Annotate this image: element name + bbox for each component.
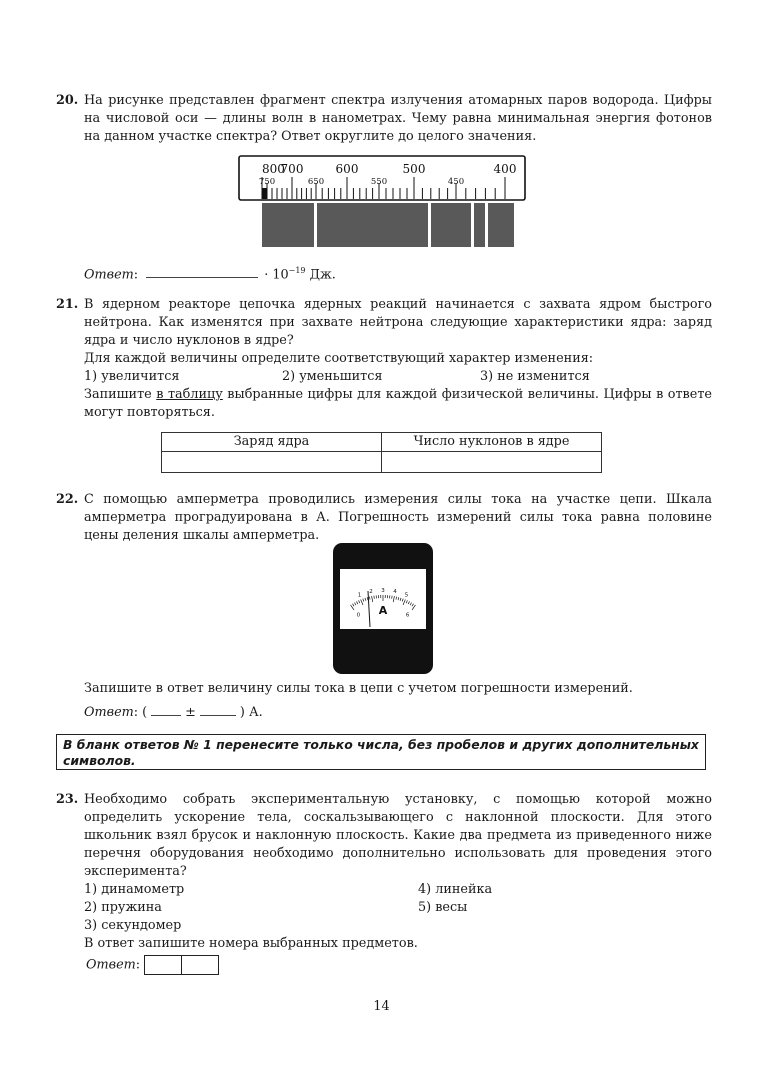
scale-label: 800 [262, 162, 285, 176]
write-post: выбранные цифры для каждой физической величины. Цифры в ответе могут повторяться. [84, 387, 712, 420]
question-21 [56, 296, 712, 422]
table-header: Число нуклонов в ядре [382, 433, 602, 452]
answer-box-2[interactable] [181, 956, 218, 974]
table-cell-charge[interactable] [162, 452, 382, 473]
options-list [84, 368, 712, 386]
q22-answer-line [84, 703, 263, 722]
table-cell-nucleons[interactable] [382, 452, 602, 473]
page-number: 14 [373, 999, 390, 1014]
question-22 [56, 491, 712, 545]
question-text: В ядерном реакторе цепочка ядерных реакций начинается с захвата ядром быстрого нейтрона. Как изменятся при захвате нейтрона следующие характеристики ядра: заряд ядра и число нуклонов в ядре? [84, 297, 712, 348]
question-text: Необходимо собрать экспериментальную установку, с помощью которой можно определить ускорение тела, соскальзывающего с наклонной плоскости. Для этого школьник взял брусок и наклонную плоскость. Какие два предмета из приведенного ниже перечня оборудования необходимо дополнительно использовать для проведения этого эксперимента? [84, 792, 712, 879]
answer-label: Ответ [84, 705, 134, 720]
question-23 [56, 791, 712, 953]
question-number: 21. [56, 297, 79, 312]
answer-unit: ) А. [239, 705, 263, 720]
meter-number: 3 [381, 588, 385, 594]
spectrum-figure [238, 155, 528, 255]
answer-colon: : [135, 957, 141, 973]
plus-minus: ± [185, 705, 196, 720]
q22-instruction: Запишите в ответ величину силы тока в цепи с учетом погрешности измерений. [84, 681, 633, 696]
ammeter-figure [333, 543, 433, 674]
scale-label: 450 [447, 177, 465, 187]
meter-number: 5 [404, 592, 409, 599]
scale-label: 700 [280, 162, 304, 176]
scale-label: 550 [370, 177, 388, 187]
scale-label: 750 [258, 177, 276, 187]
option-item: 5) весы [418, 900, 468, 915]
option-item: 3) не изменится [480, 369, 590, 384]
answer-exponent: −19 [288, 266, 306, 275]
spectral-line [314, 203, 317, 247]
answer-open: : ( [133, 705, 148, 720]
answer-blank[interactable] [146, 265, 258, 278]
scale-label: 650 [307, 177, 325, 187]
spectral-line [471, 203, 474, 247]
table-header: Заряд ядра [162, 433, 382, 452]
meter-unit-label: A [378, 604, 388, 617]
option-item: 2) уменьшится [282, 369, 383, 384]
question-instruction: В ответ запишите номера выбранных предметов. [84, 936, 418, 951]
spectrum-band [262, 203, 514, 247]
option-item: 1) динамометр [84, 882, 185, 897]
spectral-line [485, 203, 488, 247]
option-item: 2) пружина [84, 900, 162, 915]
answer-value-blank[interactable] [151, 703, 181, 716]
question-20 [56, 92, 712, 146]
question-number: 23. [56, 792, 79, 807]
answer-label: Ответ [84, 267, 134, 283]
question-number: 22. [56, 492, 79, 507]
write-link: в таблицу [156, 387, 223, 402]
question-instruction: Для каждой величины определите соответствующий характер изменения: [84, 351, 594, 366]
write-pre: Запишите [84, 387, 157, 402]
meter-number: 4 [393, 589, 397, 596]
spectral-line [428, 203, 431, 247]
answer-sheet-notice: В бланк ответов № 1 перенесите только числа, без пробелов и других дополнительных символов. [56, 734, 706, 770]
option-item: 1) увеличится [84, 369, 180, 384]
q23-answer-line [86, 955, 219, 975]
scale-label: 600 [335, 162, 359, 176]
meter-number: 2 [369, 589, 373, 596]
option-item: 4) линейка [418, 882, 493, 897]
answer-table-21 [161, 432, 602, 473]
question-text: На рисунке представлен фрагмент спектра излучения атомарных паров водорода. Цифры на числовой оси — длины волн в нанометрах. Чему равна минимальная энергия фотонов на данном участке спектра? Ответ округлите до целого значения. [84, 93, 712, 144]
answer-box-1[interactable] [145, 956, 181, 974]
answer-multiplier: · 10 [264, 267, 289, 283]
options-list [84, 881, 712, 935]
answer-boxes [144, 955, 219, 975]
scale-label: 400 [493, 162, 517, 176]
question-number: 20. [56, 93, 79, 108]
answer-error-blank[interactable] [200, 703, 236, 716]
meter-number: 0 [356, 612, 361, 619]
answer-colon: : [133, 267, 139, 283]
answer-label: Ответ [86, 957, 136, 973]
scale-label: 500 [402, 162, 426, 176]
q20-answer-line [84, 262, 336, 284]
answer-unit: Дж. [305, 267, 336, 283]
meter-number: 6 [405, 612, 410, 619]
write-instruction [84, 386, 712, 422]
meter-number: 1 [357, 592, 362, 599]
question-text: С помощью амперметра проводились измерения силы тока на участке цепи. Шкала амперметра проградуирована в А. Погрешность измерений силы тока равна половине цены деления шкалы амперметра. [84, 492, 712, 543]
option-item: 3) секундомер [84, 918, 182, 933]
